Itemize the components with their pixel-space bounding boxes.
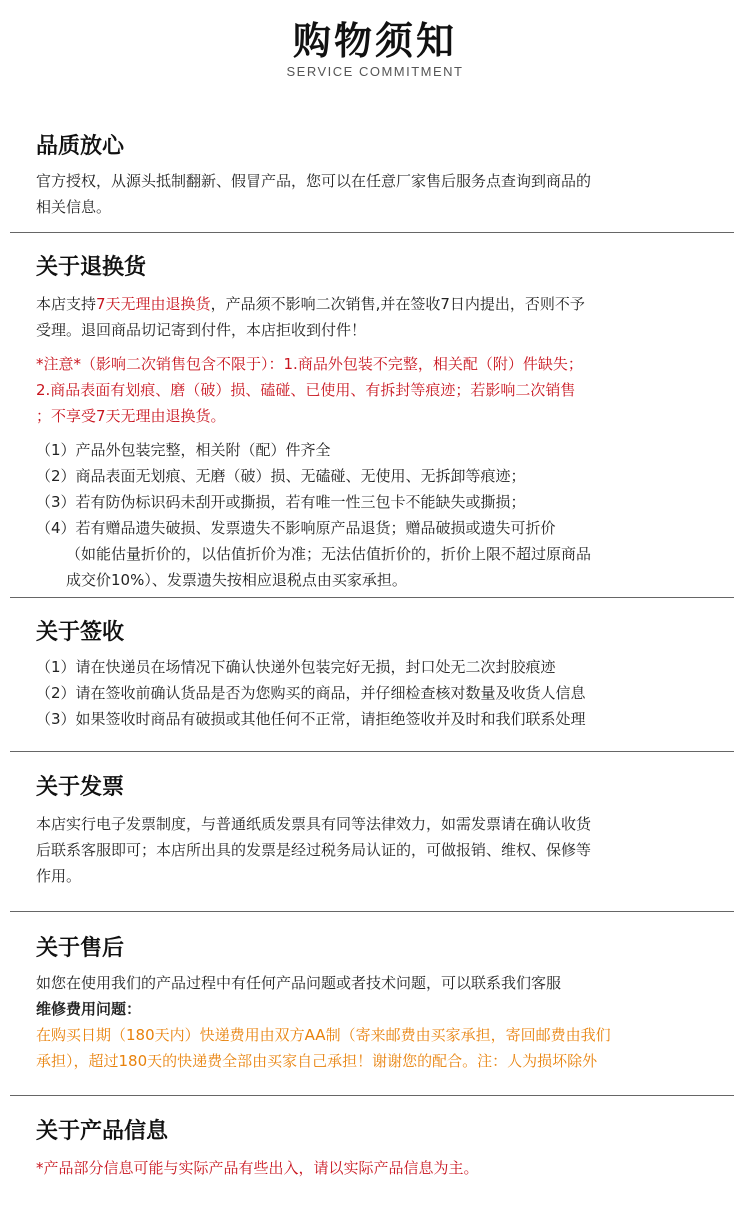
returns-note-line2: 2.商品表面有划痕、磨（破）损、磕碰、已使用、有拆封等痕迹；若影响二次销售 bbox=[36, 381, 576, 399]
section-quality bbox=[36, 132, 726, 220]
divider bbox=[10, 597, 734, 598]
section-returns bbox=[36, 253, 726, 593]
invoice-text-line3: 作用。 bbox=[36, 867, 82, 885]
returns-policy-line1 bbox=[36, 291, 726, 317]
returns-condition-4-line2: （如能估量折价的，以估值折价为准；无法估值折价的，折价上限不超过原商品 bbox=[66, 545, 592, 563]
section-title-aftersale: 关于售后 bbox=[36, 936, 125, 961]
product-info-note: *产品部分信息可能与实际产品有些出入，请以实际产品信息为主。 bbox=[36, 1159, 479, 1177]
quality-text-line1: 官方授权，从源头抵制翻新、假冒产品，您可以在任意厂家售后服务点查询到商品的 bbox=[36, 172, 592, 190]
section-aftersale bbox=[36, 934, 726, 1074]
returns-condition-3: （3）若有防伪标识码未刮开或撕损，若有唯一性三包卡不能缺失或撕损； bbox=[36, 493, 526, 511]
divider bbox=[10, 751, 734, 752]
divider bbox=[10, 232, 734, 233]
section-title-invoice: 关于发票 bbox=[36, 775, 125, 800]
aftersale-fee-line2: 承担），超过180天的快递费全部由买家自己承担！谢谢您的配合。注：人为损坏除外 bbox=[36, 1052, 598, 1070]
aftersale-fee-line1: 在购买日期（180天内）快递费用由双方AA制（寄来邮费由买家承担，寄回邮费由我们 bbox=[36, 1026, 611, 1044]
section-product-info bbox=[36, 1117, 726, 1181]
returns-policy-prefix: 本店支持 bbox=[36, 295, 97, 313]
returns-condition-4-line1: （4）若有赠品遗失破损、发票遗失不影响原产品退货；赠品破损或遗失可折价 bbox=[36, 519, 556, 537]
signing-item-1: （1）请在快递员在场情况下确认快递外包装完好无损，封口处无二次封胶痕迹 bbox=[36, 658, 556, 676]
quality-text-line2: 相关信息。 bbox=[36, 198, 112, 216]
returns-note-line3: ；不享受7天无理由退换货。 bbox=[36, 407, 226, 425]
section-title-quality: 品质放心 bbox=[36, 134, 125, 159]
section-title-product-info: 关于产品信息 bbox=[36, 1119, 169, 1144]
invoice-text-line2: 后联系客服即可；本店所出具的发票是经过税务局认证的，可做报销、维权、保修等 bbox=[36, 841, 592, 859]
section-title-signing: 关于签收 bbox=[36, 620, 125, 645]
section-invoice bbox=[36, 773, 726, 889]
page-title: 购物须知 bbox=[292, 19, 457, 63]
page-header bbox=[0, 18, 750, 79]
page-subtitle: SERVICE COMMITMENT bbox=[286, 64, 464, 79]
divider bbox=[10, 1095, 734, 1096]
returns-condition-4-line3: 成交价10%）、发票遗失按相应退税点由买家承担。 bbox=[66, 571, 407, 589]
returns-condition-1: （1）产品外包装完整，相关附（配）件齐全 bbox=[36, 441, 331, 459]
aftersale-text-line1: 如您在使用我们的产品过程中有任何产品问题或者技术问题，可以联系我们客服 bbox=[36, 974, 562, 992]
signing-item-2: （2）请在签收前确认货品是否为您购买的商品，并仔细检查核对数量及收货人信息 bbox=[36, 684, 586, 702]
returns-policy-suffix: ，产品须不影响二次销售,并在签收7日内提出，否则不予 bbox=[210, 295, 585, 313]
divider bbox=[10, 911, 734, 912]
signing-item-3: （3）如果签收时商品有破损或其他任何不正常，请拒绝签收并及时和我们联系处理 bbox=[36, 710, 586, 728]
returns-condition-2: （2）商品表面无划痕、无磨（破）损、无磕碰、无使用、无拆卸等痕迹； bbox=[36, 467, 526, 485]
invoice-text-line1: 本店实行电子发票制度，与普通纸质发票具有同等法律效力，如需发票请在确认收货 bbox=[36, 815, 592, 833]
section-signing bbox=[36, 618, 726, 732]
aftersale-repair-fee-title: 维修费用问题： bbox=[36, 1000, 142, 1018]
returns-note-line1: *注意*（影响二次销售包含不限于）：1.商品外包装不完整，相关配（附）件缺失； bbox=[36, 355, 583, 373]
returns-policy-highlight: 7天无理由退换货 bbox=[96, 295, 211, 313]
section-title-returns: 关于退换货 bbox=[36, 255, 147, 280]
returns-policy-line2: 受理。退回商品切记寄到付件，本店拒收到付件！ bbox=[36, 321, 367, 339]
